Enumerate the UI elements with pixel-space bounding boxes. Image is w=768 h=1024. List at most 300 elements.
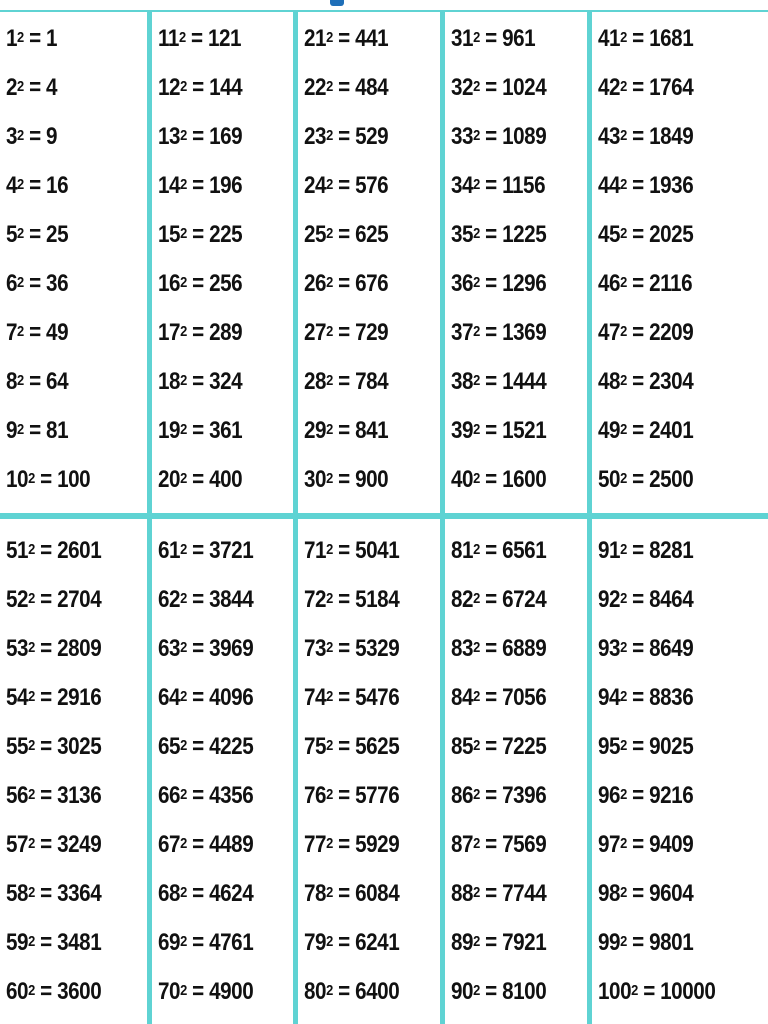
- square-value: 2025: [649, 221, 694, 248]
- square-base: 82: [451, 586, 474, 613]
- square-base: 66: [158, 782, 181, 809]
- square-base: 63: [158, 635, 181, 662]
- square-base: 94: [598, 684, 621, 711]
- square-base: 78: [304, 880, 327, 907]
- square-exponent: 2: [620, 127, 627, 144]
- square-entry: [6, 466, 90, 494]
- equals-sign: =: [186, 635, 210, 662]
- square-exponent: 2: [326, 933, 333, 950]
- square-exponent: 2: [473, 982, 480, 999]
- square-base: 40: [451, 466, 474, 493]
- square-entry: [6, 270, 68, 298]
- square-base: 7: [6, 319, 18, 346]
- equals-sign: =: [186, 270, 210, 297]
- square-entry: [158, 537, 253, 565]
- square-value: 7396: [502, 782, 547, 809]
- equals-sign: =: [332, 368, 356, 395]
- square-entry: [451, 25, 535, 53]
- equals-sign: =: [186, 417, 210, 444]
- square-entry: [158, 684, 253, 712]
- equals-sign: =: [186, 466, 210, 493]
- square-base: 30: [304, 466, 327, 493]
- square-value: 2704: [57, 586, 102, 613]
- square-exponent: 2: [28, 688, 35, 705]
- square-base: 81: [451, 537, 474, 564]
- square-value: 6241: [355, 929, 400, 956]
- square-entry: [598, 74, 693, 102]
- equals-sign: =: [479, 221, 503, 248]
- square-base: 54: [6, 684, 29, 711]
- square-entry: [598, 417, 693, 445]
- square-value: 3364: [57, 880, 102, 907]
- square-value: 729: [355, 319, 389, 346]
- square-value: 4225: [209, 733, 254, 760]
- square-entry: [451, 466, 546, 494]
- square-entry: [6, 221, 68, 249]
- square-base: 31: [451, 25, 474, 52]
- equals-sign: =: [479, 880, 503, 907]
- square-entry: [158, 831, 253, 859]
- square-exponent: 2: [620, 274, 627, 291]
- square-base: 70: [158, 978, 181, 1005]
- column-41-to-50: [592, 12, 768, 513]
- top-strip: [0, 0, 768, 10]
- equals-sign: =: [186, 831, 210, 858]
- square-exponent: 2: [620, 372, 627, 389]
- square-exponent: 2: [473, 29, 480, 46]
- square-base: 92: [598, 586, 621, 613]
- square-base: 3: [6, 123, 18, 150]
- square-entry: [158, 586, 253, 614]
- equals-sign: =: [186, 74, 210, 101]
- square-base: 47: [598, 319, 621, 346]
- equals-sign: =: [479, 74, 503, 101]
- equals-sign: =: [186, 123, 210, 150]
- square-base: 4: [6, 172, 18, 199]
- equals-sign: =: [479, 417, 503, 444]
- square-value: 100: [57, 466, 91, 493]
- equals-sign: =: [626, 270, 650, 297]
- column-51-to-60: [0, 519, 147, 1024]
- square-exponent: 2: [180, 372, 187, 389]
- square-value: 1089: [502, 123, 547, 150]
- square-exponent: 2: [180, 470, 187, 487]
- square-base: 20: [158, 466, 181, 493]
- square-value: 5625: [355, 733, 400, 760]
- square-base: 34: [451, 172, 474, 199]
- equals-sign: =: [186, 782, 210, 809]
- square-exponent: 2: [17, 78, 24, 95]
- square-base: 83: [451, 635, 474, 662]
- square-base: 58: [6, 880, 29, 907]
- square-entry: [451, 221, 546, 249]
- equals-sign: =: [626, 929, 650, 956]
- square-exponent: 2: [326, 421, 333, 438]
- square-base: 41: [598, 25, 621, 52]
- square-exponent: 2: [17, 127, 24, 144]
- equals-sign: =: [23, 74, 47, 101]
- equals-sign: =: [34, 466, 58, 493]
- equals-sign: =: [626, 319, 650, 346]
- equals-sign: =: [186, 733, 210, 760]
- square-entry: [451, 319, 546, 347]
- square-exponent: 2: [631, 982, 638, 999]
- square-entry: [158, 74, 242, 102]
- square-value: 6724: [502, 586, 547, 613]
- square-entry: [451, 684, 546, 712]
- square-exponent: 2: [326, 274, 333, 291]
- square-entry: [598, 635, 693, 663]
- square-value: 8464: [649, 586, 694, 613]
- square-entry: [598, 25, 693, 53]
- square-entry: [304, 733, 399, 761]
- square-entry: [158, 782, 253, 810]
- equals-sign: =: [479, 635, 503, 662]
- square-entry: [6, 172, 68, 200]
- square-value: 144: [209, 74, 243, 101]
- square-value: 5184: [355, 586, 400, 613]
- square-entry: [451, 635, 546, 663]
- square-entry: [598, 929, 693, 957]
- square-value: 25: [46, 221, 69, 248]
- square-value: 625: [355, 221, 389, 248]
- square-value: 4489: [209, 831, 254, 858]
- square-entry: [6, 586, 101, 614]
- equals-sign: =: [332, 172, 356, 199]
- square-base: 96: [598, 782, 621, 809]
- square-exponent: 2: [620, 835, 627, 852]
- square-base: 38: [451, 368, 474, 395]
- square-entry: [598, 172, 693, 200]
- equals-sign: =: [332, 929, 356, 956]
- square-value: 9216: [649, 782, 694, 809]
- square-exponent: 2: [326, 737, 333, 754]
- square-exponent: 2: [180, 884, 187, 901]
- square-value: 6084: [355, 880, 400, 907]
- equals-sign: =: [23, 221, 47, 248]
- square-value: 169: [209, 123, 243, 150]
- square-exponent: 2: [17, 323, 24, 340]
- square-entry: [158, 635, 253, 663]
- square-entry: [304, 25, 388, 53]
- square-entry: [304, 880, 399, 908]
- square-base: 18: [158, 368, 181, 395]
- equals-sign: =: [186, 319, 210, 346]
- square-exponent: 2: [620, 541, 627, 558]
- square-entry: [6, 929, 101, 957]
- square-entry: [158, 25, 241, 53]
- square-value: 6400: [355, 978, 400, 1005]
- square-base: 12: [158, 74, 181, 101]
- square-entry: [158, 978, 253, 1006]
- square-entry: [598, 782, 693, 810]
- square-value: 225: [209, 221, 243, 248]
- square-value: 5041: [355, 537, 400, 564]
- square-exponent: 2: [17, 225, 24, 242]
- square-base: 53: [6, 635, 29, 662]
- square-value: 4: [46, 74, 58, 101]
- equals-sign: =: [23, 417, 47, 444]
- equals-sign: =: [332, 270, 356, 297]
- square-base: 57: [6, 831, 29, 858]
- square-entry: [598, 123, 693, 151]
- square-entry: [6, 417, 68, 445]
- square-exponent: 2: [620, 225, 627, 242]
- equals-sign: =: [332, 466, 356, 493]
- square-exponent: 2: [326, 323, 333, 340]
- square-entry: [304, 221, 388, 249]
- square-entry: [598, 319, 693, 347]
- equals-sign: =: [332, 25, 356, 52]
- square-exponent: 2: [620, 786, 627, 803]
- square-exponent: 2: [473, 884, 480, 901]
- square-entry: [6, 25, 57, 53]
- square-value: 361: [209, 417, 243, 444]
- square-value: 2401: [649, 417, 694, 444]
- square-exponent: 2: [17, 421, 24, 438]
- square-entry: [6, 123, 57, 151]
- equals-sign: =: [626, 831, 650, 858]
- equals-sign: =: [23, 123, 47, 150]
- square-value: 784: [355, 368, 389, 395]
- square-value: 8649: [649, 635, 694, 662]
- square-value: 529: [355, 123, 389, 150]
- square-value: 3600: [57, 978, 102, 1005]
- square-exponent: 2: [473, 225, 480, 242]
- equals-sign: =: [626, 733, 650, 760]
- square-exponent: 2: [17, 29, 24, 46]
- equals-sign: =: [626, 684, 650, 711]
- square-base: 35: [451, 221, 474, 248]
- square-base: 72: [304, 586, 327, 613]
- column-11-to-20: [152, 12, 293, 513]
- column-91-to-100: [592, 519, 768, 1024]
- square-base: 21: [304, 25, 327, 52]
- equals-sign: =: [637, 978, 661, 1005]
- square-exponent: 2: [180, 78, 187, 95]
- equals-sign: =: [479, 270, 503, 297]
- equals-sign: =: [34, 880, 58, 907]
- square-entry: [304, 831, 399, 859]
- square-base: 37: [451, 319, 474, 346]
- square-base: 85: [451, 733, 474, 760]
- equals-sign: =: [186, 221, 210, 248]
- square-exponent: 2: [28, 884, 35, 901]
- square-exponent: 2: [180, 590, 187, 607]
- square-value: 2809: [57, 635, 102, 662]
- square-base: 28: [304, 368, 327, 395]
- square-value: 9604: [649, 880, 694, 907]
- square-value: 8100: [502, 978, 547, 1005]
- square-entry: [598, 880, 693, 908]
- square-base: 42: [598, 74, 621, 101]
- table-block-51-to-100: [0, 519, 768, 1024]
- square-value: 16: [46, 172, 69, 199]
- square-entry: [6, 782, 101, 810]
- square-base: 46: [598, 270, 621, 297]
- column-61-to-70: [152, 519, 293, 1024]
- square-exponent: 2: [326, 225, 333, 242]
- square-exponent: 2: [620, 29, 627, 46]
- square-exponent: 2: [180, 688, 187, 705]
- square-exponent: 2: [326, 688, 333, 705]
- equals-sign: =: [332, 537, 356, 564]
- square-exponent: 2: [180, 323, 187, 340]
- square-value: 1369: [502, 319, 547, 346]
- square-entry: [158, 221, 242, 249]
- equals-sign: =: [34, 586, 58, 613]
- square-base: 91: [598, 537, 621, 564]
- equals-sign: =: [479, 978, 503, 1005]
- square-entry: [6, 537, 101, 565]
- square-base: 19: [158, 417, 181, 444]
- square-entry: [598, 466, 693, 494]
- square-base: 24: [304, 172, 327, 199]
- square-base: 99: [598, 929, 621, 956]
- equals-sign: =: [23, 25, 47, 52]
- square-entry: [598, 978, 715, 1006]
- square-base: 10: [6, 466, 29, 493]
- square-exponent: 2: [620, 737, 627, 754]
- square-value: 9409: [649, 831, 694, 858]
- equals-sign: =: [332, 635, 356, 662]
- equals-sign: =: [626, 25, 650, 52]
- square-value: 289: [209, 319, 243, 346]
- square-base: 43: [598, 123, 621, 150]
- equals-sign: =: [479, 25, 503, 52]
- square-base: 36: [451, 270, 474, 297]
- square-exponent: 2: [326, 835, 333, 852]
- square-base: 76: [304, 782, 327, 809]
- square-exponent: 2: [620, 176, 627, 193]
- square-entry: [598, 586, 693, 614]
- square-exponent: 2: [620, 688, 627, 705]
- square-value: 3249: [57, 831, 102, 858]
- square-entry: [598, 684, 693, 712]
- square-base: 64: [158, 684, 181, 711]
- square-exponent: 2: [180, 982, 187, 999]
- square-exponent: 2: [473, 78, 480, 95]
- column-1-to-10: [0, 12, 147, 513]
- square-value: 9025: [649, 733, 694, 760]
- equals-sign: =: [186, 684, 210, 711]
- equals-sign: =: [626, 635, 650, 662]
- square-entry: [158, 270, 242, 298]
- square-exponent: 2: [28, 933, 35, 950]
- square-exponent: 2: [326, 127, 333, 144]
- square-exponent: 2: [620, 590, 627, 607]
- equals-sign: =: [34, 978, 58, 1005]
- square-exponent: 2: [326, 786, 333, 803]
- table-block-1-to-50: [0, 12, 768, 513]
- square-entry: [304, 782, 399, 810]
- square-entry: [451, 831, 546, 859]
- square-base: 69: [158, 929, 181, 956]
- square-base: 8: [6, 368, 18, 395]
- square-exponent: 2: [473, 274, 480, 291]
- square-exponent: 2: [28, 541, 35, 558]
- square-base: 67: [158, 831, 181, 858]
- square-value: 400: [209, 466, 243, 493]
- square-entry: [304, 172, 388, 200]
- square-base: 87: [451, 831, 474, 858]
- square-base: 1: [6, 25, 18, 52]
- square-value: 1600: [502, 466, 547, 493]
- square-exponent: 2: [473, 421, 480, 438]
- square-base: 22: [304, 74, 327, 101]
- equals-sign: =: [626, 221, 650, 248]
- square-value: 1936: [649, 172, 694, 199]
- square-exponent: 2: [326, 176, 333, 193]
- square-entry: [6, 319, 68, 347]
- equals-sign: =: [332, 782, 356, 809]
- equals-sign: =: [479, 782, 503, 809]
- square-base: 9: [6, 417, 18, 444]
- equals-sign: =: [332, 74, 356, 101]
- square-exponent: 2: [620, 323, 627, 340]
- square-value: 1681: [649, 25, 694, 52]
- square-base: 79: [304, 929, 327, 956]
- square-value: 1: [46, 25, 58, 52]
- square-value: 10000: [660, 978, 716, 1005]
- equals-sign: =: [332, 831, 356, 858]
- equals-sign: =: [479, 172, 503, 199]
- square-entry: [158, 880, 253, 908]
- square-exponent: 2: [473, 835, 480, 852]
- square-base: 50: [598, 466, 621, 493]
- square-exponent: 2: [28, 470, 35, 487]
- square-exponent: 2: [17, 176, 24, 193]
- square-value: 5929: [355, 831, 400, 858]
- square-exponent: 2: [17, 372, 24, 389]
- square-base: 13: [158, 123, 181, 150]
- square-value: 3481: [57, 929, 102, 956]
- square-entry: [6, 74, 57, 102]
- square-entry: [451, 417, 546, 445]
- square-value: 196: [209, 172, 243, 199]
- square-exponent: 2: [28, 639, 35, 656]
- square-base: 25: [304, 221, 327, 248]
- square-base: 48: [598, 368, 621, 395]
- square-base: 93: [598, 635, 621, 662]
- square-entry: [598, 831, 693, 859]
- square-value: 36: [46, 270, 69, 297]
- square-base: 62: [158, 586, 181, 613]
- equals-sign: =: [626, 466, 650, 493]
- square-entry: [451, 782, 546, 810]
- equals-sign: =: [186, 586, 210, 613]
- square-exponent: 2: [473, 639, 480, 656]
- square-exponent: 2: [473, 933, 480, 950]
- square-exponent: 2: [473, 786, 480, 803]
- equals-sign: =: [186, 368, 210, 395]
- equals-sign: =: [479, 537, 503, 564]
- equals-sign: =: [626, 123, 650, 150]
- column-21-to-30: [298, 12, 440, 513]
- square-value: 441: [355, 25, 389, 52]
- equals-sign: =: [34, 537, 58, 564]
- square-base: 86: [451, 782, 474, 809]
- square-value: 4900: [209, 978, 254, 1005]
- square-entry: [158, 929, 253, 957]
- square-exponent: 2: [180, 639, 187, 656]
- square-base: 88: [451, 880, 474, 907]
- square-entry: [304, 537, 399, 565]
- equals-sign: =: [23, 368, 47, 395]
- square-exponent: 2: [473, 176, 480, 193]
- square-value: 5776: [355, 782, 400, 809]
- square-base: 95: [598, 733, 621, 760]
